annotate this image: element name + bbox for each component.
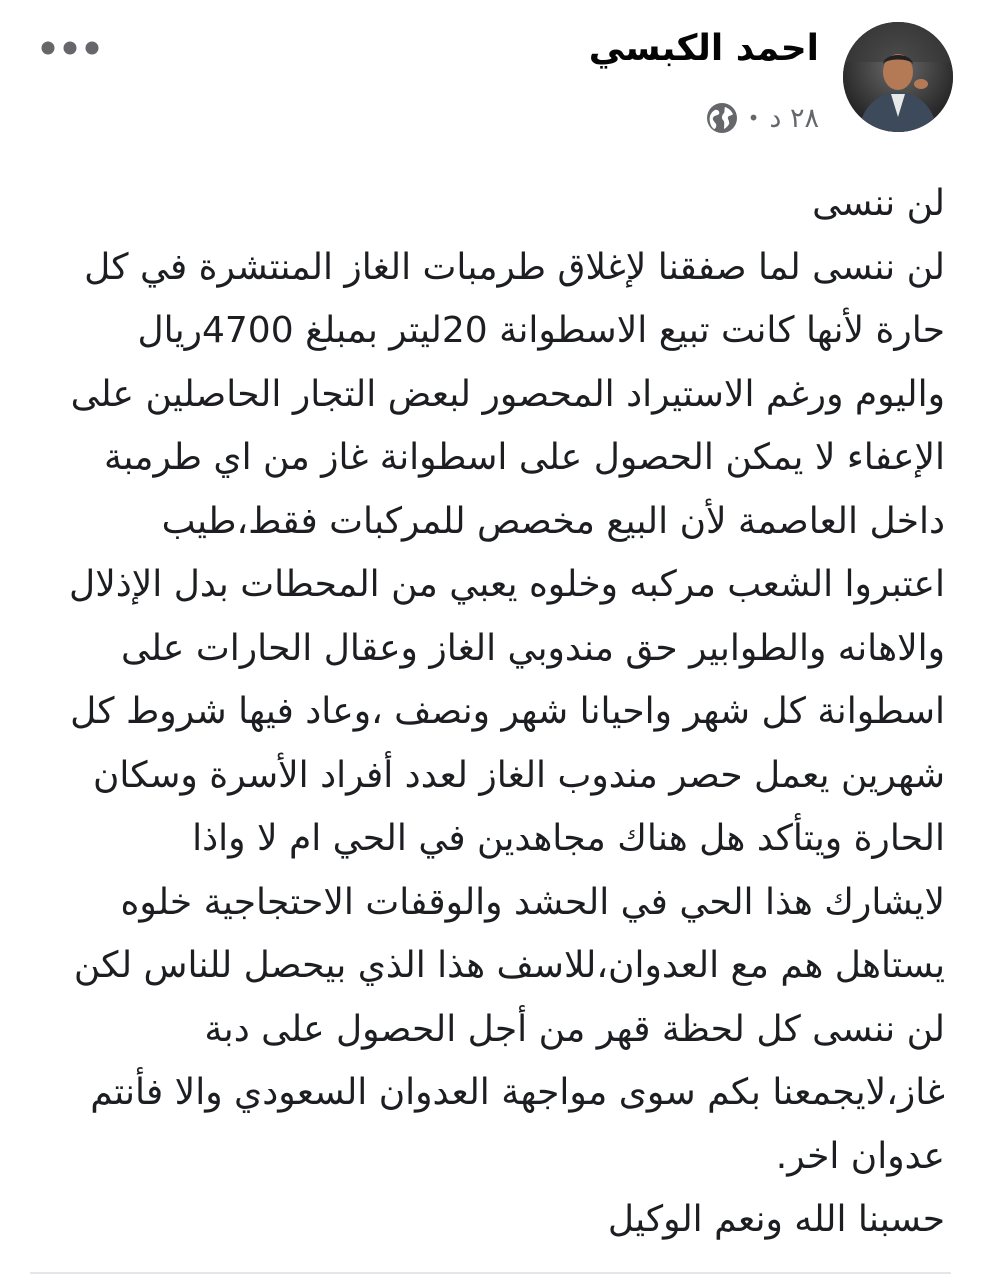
more-horizontal-icon [38, 38, 102, 58]
post-line: حسبنا الله ونعم الوكيل [607, 1199, 945, 1240]
post-line: اسطوانة كل شهر واحيانا شهر ونصف ،وعاد فيها شروط كل [70, 691, 945, 732]
post-line: لن ننسى لما صفقنا لإغلاق طرمبات الغاز المنتشرة في كل [84, 246, 945, 288]
post-line: لن ننسى [812, 183, 945, 224]
post-line: الحارة ويتأكد هل هناك مجاهدين في الحي ام لا واذا [192, 818, 945, 859]
post-timestamp[interactable]: ٢٨ د [769, 102, 819, 134]
profile-photo [843, 22, 953, 132]
more-options-button[interactable] [38, 30, 102, 66]
post-line: يستاهل هم مع العدوان،للاسف هذا الذي بيحصل للناس لكن [73, 945, 945, 986]
post-line: حارة لأنها كانت تبيع الاسطوانة 20ليتر بمبلغ 4700ريال [137, 310, 945, 351]
post-line: لن ننسى كل لحظة قهر من أجل الحصول على دبة [204, 1008, 945, 1050]
post-line: داخل العاصمة لأن البيع مخصص للمركبات فقط،طيب [161, 500, 945, 542]
post-line: واليوم ورغم الاستيراد المحصور لبعض التجار الحاصلين على [70, 373, 945, 415]
author-name[interactable]: احمد الكبسي [588, 28, 819, 69]
post-line: والاهانه والطوابير حق مندوبي الغاز وعقال الحارات على [120, 627, 945, 669]
post-line: الإعفاء لا يمكن الحصول على اسطوانة غاز من اي طرمبة [104, 437, 945, 478]
author-avatar[interactable] [843, 22, 953, 132]
post-line: غاز،لايجمعنا بكم سوى مواجهة العدوان السعودي والا فأنتم [90, 1072, 945, 1113]
post-line: اعتبروا الشعب مركبه وخلوه يعبي من المحطات بدل الإذلال [69, 564, 945, 605]
post-line: لايشارك هذا الحي في الحشد والوقفات الاحتجاجية خلوه [120, 881, 945, 923]
post-text [33, 172, 945, 1252]
globe-icon[interactable] [706, 102, 738, 134]
post-header [0, 0, 981, 150]
post-line: شهرين يعمل حصر مندوب الغاز لعدد أفراد الأسرة وسكان [92, 754, 945, 796]
post-line: عدوان اخر. [775, 1135, 945, 1177]
post-meta [706, 98, 819, 138]
post-divider [30, 1272, 951, 1274]
meta-separator: • [747, 106, 760, 130]
